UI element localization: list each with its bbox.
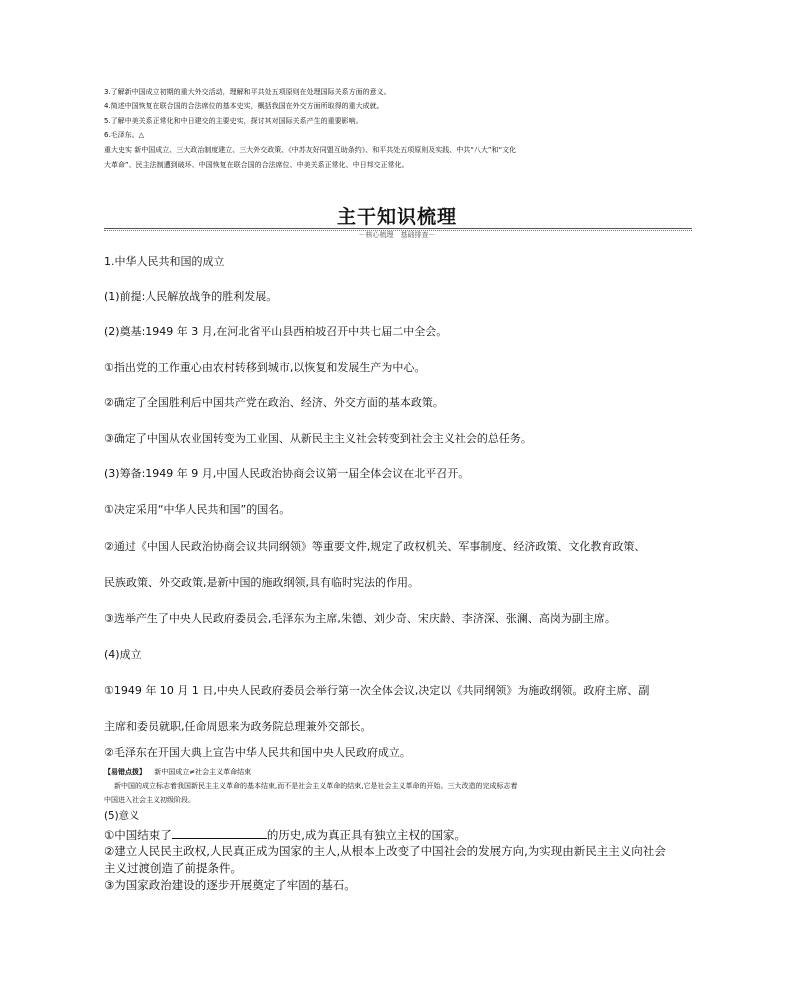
item-1-heading: 1.中华人民共和国的成立 — [104, 255, 225, 268]
note-line-1: 新中国的成立标志着我国新民主主义革命的基本结束,而不是社会主义革命的结束,它是社会主义革命的开始。三大改造的完成标志着 — [114, 782, 518, 790]
objective-3: 3.了解新中国成立初期的重大外交活动，理解和平共处五项原则在处理国际关系方面的意义。 — [104, 88, 391, 96]
section-subtitle: －核心梳理 基础排查－ — [358, 231, 436, 239]
para-preparation-b-line-1: ②通过《中国人民政治协商会议共同纲领》等重要文件,规定了政权机关、军事制度、经济政策、文化教育政策、 — [104, 540, 646, 553]
answer-blank[interactable] — [172, 827, 267, 839]
significance-a-suffix: 的历史,成为真正具有独立主权的国家。 — [266, 828, 466, 842]
para-foundation-a: ①指出党的工作重心由农村转移到城市,以恢复和发展生产为中心。 — [104, 361, 426, 374]
para-foundation-c: ③确定了中国从农业国转变为工业国、从新民主主义社会转变到社会主义社会的总任务。 — [104, 432, 532, 445]
para-founding-a-line-1: ①1949 年 10 月 1 日,中央人民政府委员会举行第一次全体会议,决定以《共同纲领》为施政纲领。政府主席、副 — [104, 684, 650, 697]
note-line-2: 中国进入社会主义初级阶段。 — [104, 796, 195, 804]
para-foundation-b: ②确定了全国胜利后中国共产党在政治、经济、外交方面的基本政策。 — [104, 396, 444, 409]
objective-5: 5.了解中美关系正常化和中日建交的主要史实，探讨其对国际关系产生的重要影响。 — [104, 117, 363, 125]
significance-a — [104, 827, 466, 842]
para-founding-b: ②毛泽东在开国大典上宣告中华人民共和国中央人民政府成立。 — [104, 746, 411, 759]
significance-heading: (5)意义 — [104, 810, 140, 822]
para-preparation: (3)筹备:1949 年 9 月,中国人民政治协商会议第一届全体会议在北平召开。 — [104, 467, 470, 480]
major-facts-line-2: 大革命”、民主法制遭到破坏、中国恢复在联合国的合法席位、中美关系正常化、中日邦交正常化。 — [104, 161, 409, 169]
significance-c: ③为国家政治建设的逐步开展奠定了牢固的基石。 — [104, 878, 356, 892]
note-label: 【易错点拨】 — [104, 768, 146, 776]
objective-6: 6.毛泽东。△ — [104, 131, 145, 139]
para-premise: (1)前提:人民解放战争的胜利发展。 — [104, 290, 278, 303]
major-facts-line-1: 重大史实 新中国成立、三大政治制度建立、三大外交政策、《中苏友好同盟互助条约》、和平共处五项原则及实践、中共“八大”和“文化 — [104, 146, 517, 154]
para-foundation: (2)奠基:1949 年 3 月,在河北省平山县西柏坡召开中共七届二中全会。 — [104, 325, 448, 338]
significance-b-line-1: ②建立人民民主政权,人民真正成为国家的主人,从根本上改变了中国社会的发展方向,为实现由新民主主义向社会 — [104, 844, 666, 858]
para-preparation-b-line-2: 民族政策、外交政策,是新中国的施政纲领,具有临时宪法的作用。 — [104, 576, 419, 589]
significance-a-prefix: ①中国结束了 — [104, 828, 172, 842]
section-title: 主干知识梳理 — [336, 206, 457, 228]
para-preparation-a: ①决定采用“中华人民共和国”的国名。 — [104, 503, 291, 516]
objective-4: 4.简述中国恢复在联合国的合法席位的基本史实，概括我国在外交方面所取得的重大成就。 — [104, 102, 384, 110]
significance-b-line-2: 主义过渡创造了前提条件。 — [104, 861, 242, 875]
title-divider — [104, 228, 692, 229]
para-founding-a-line-2: 主席和委员就职,任命周恩来为政务院总理兼外交部长。 — [104, 720, 372, 733]
note-title: 新中国成立≠社会主义革命结束 — [154, 768, 252, 776]
para-founding: (4)成立 — [104, 648, 142, 661]
para-preparation-c: ③选举产生了中央人民政府委员会,毛泽东为主席,朱德、刘少奇、宋庆龄、李济深、张澜、高岗为副主席。 — [104, 612, 616, 625]
note-heading — [104, 767, 251, 777]
